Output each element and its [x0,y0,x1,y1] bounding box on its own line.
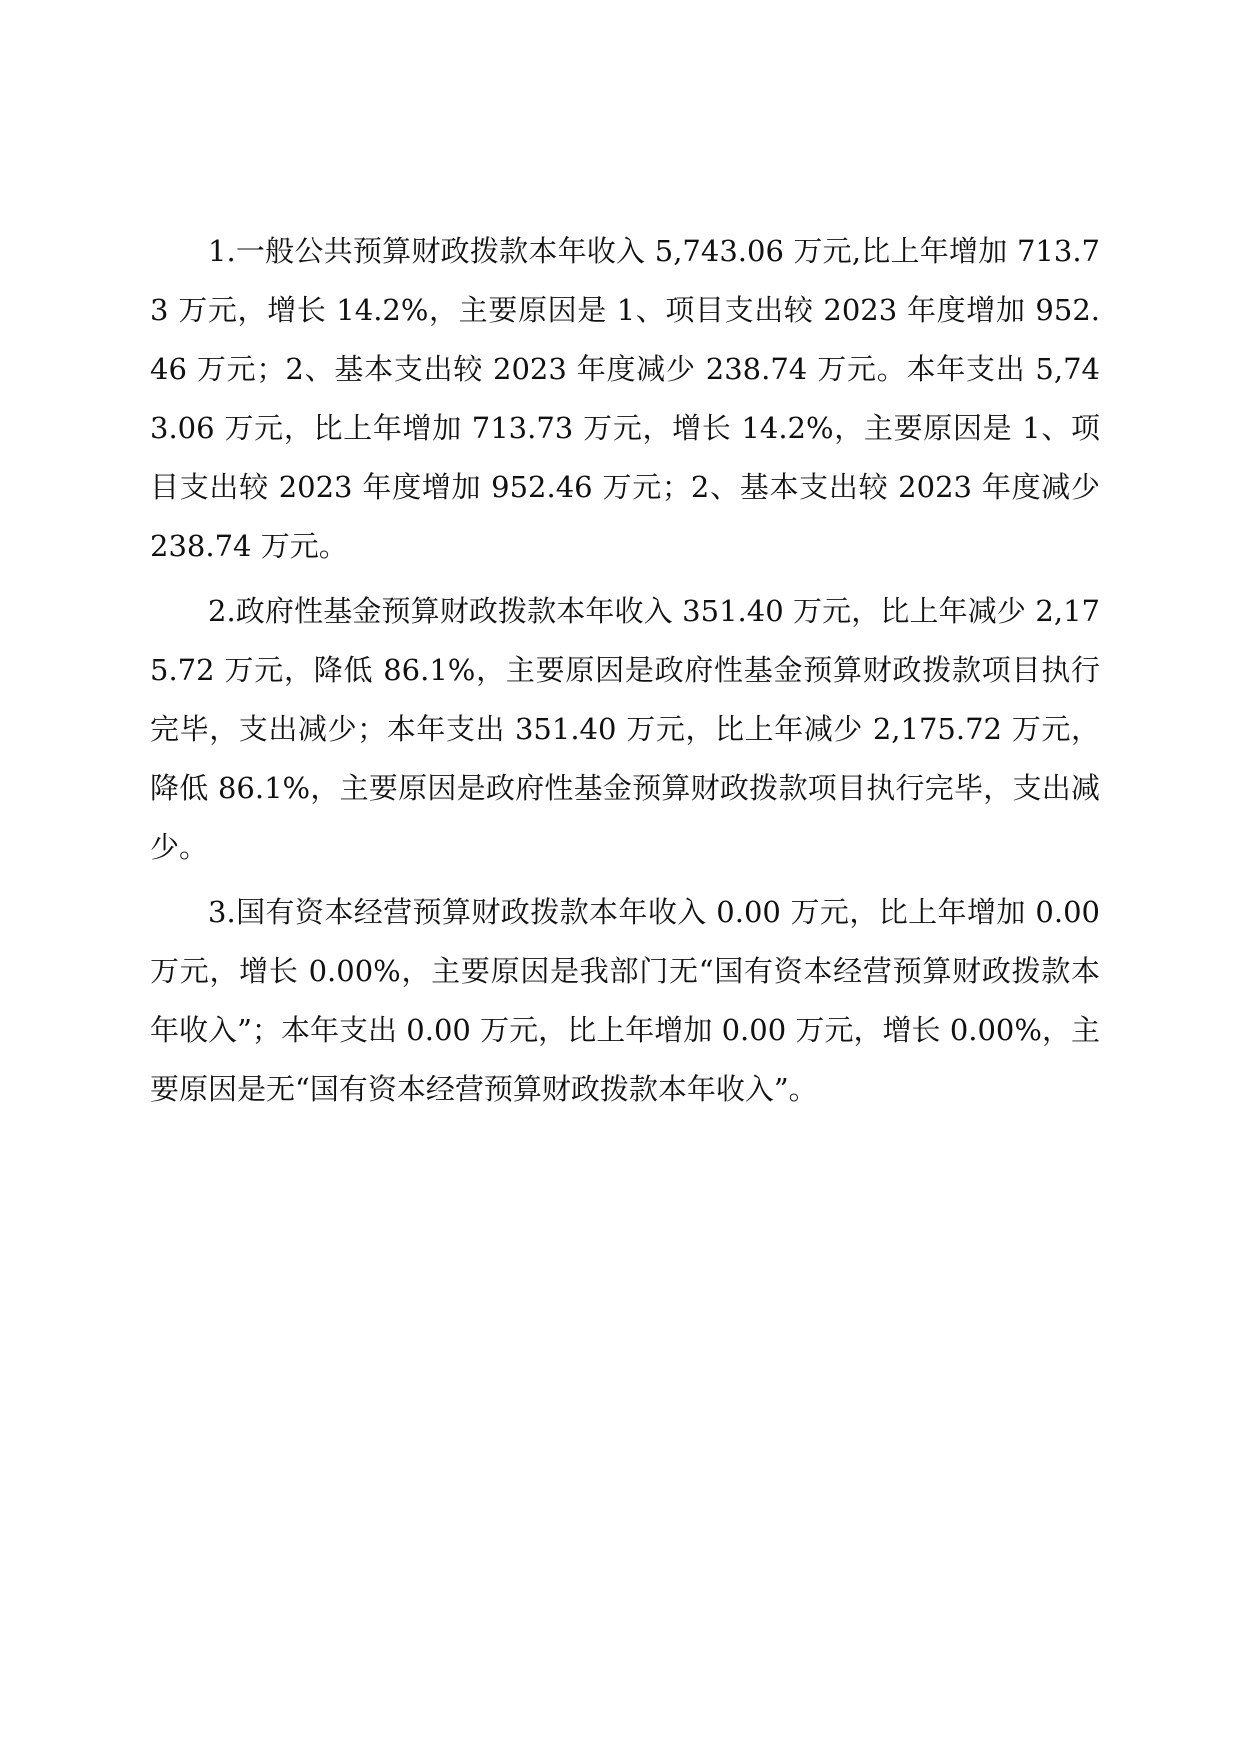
document-body [150,222,1100,1125]
paragraph-state-capital-budget: 3.国有资本经营预算财政拨款本年收入 0.00 万元，比上年增加 0.00 万元，增长 0.00%，主要原因是我部门无“国有资本经营预算财政拨款本年收入”；本年支出 0.00 万元，比上年增加 0.00 万元，增长 0.00%，主要原因是无“国有资本经营预算财政拨款本年收入”。 [150,895,1100,1106]
paragraph-government-fund-budget: 2.政府性基金预算财政拨款本年收入 351.40 万元，比上年减少 2,175.72 万元，降低 86.1%，主要原因是政府性基金预算财政拨款项目执行完毕，支出减少；本年支出 351.40 万元，比上年减少 2,175.72 万元，降低 86.1%，主要原因是政府性基金预算财政拨款项目执行完毕，支出减少。 [150,594,1100,864]
paragraph-general-budget: 1.一般公共预算财政拨款本年收入 5,743.06 万元,比上年增加 713.73 万元，增长 14.2%，主要原因是 1、项目支出较 2023 年度增加 952.46 万元；2、基本支出较 2023 年度减少 238.74 万元。本年支出 5,743.06 万元，比上年增加 713.73 万元，增长 14.2%，主要原因是 1、项目支出较 2023 年度增加 952.46 万元；2、基本支出较 2023 年度减少 238.74 万元。 [150,234,1100,563]
